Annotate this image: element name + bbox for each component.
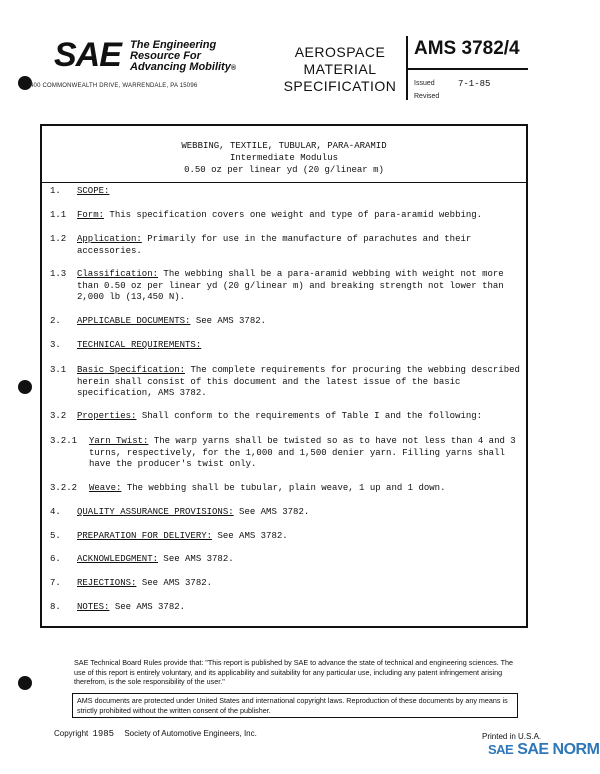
binder-hole-bottom — [18, 676, 32, 690]
specification-body: WEBBING, TEXTILE, TUBULAR, PARA-ARAMID Intermediate Modulus 0.50 oz per linear yd (20 g/linear m) 1. SCOPE: 1.1 Form: This specification covers one weight and type of para-aramid webbing. 1.2 Application: Primarily for use in the manufacture of parachutes and their accessories. 1.3 Classification: The webbing shall be a para-aramid webbing with weight not more than 0.50 oz per linear yd (20 g/linear m) and breaking strength not lower than 2,000 lb (13,450 N). 2. APPLICABLE DOCUMENTS: See AMS 3782. 3. TECHNICAL REQUIREMENTS: 3.1 Basic Specification: The complete requirements for procuring the webbing described herein shall consist of this document and the latest issue of the basic specification, AMS 3782. 3.2 Properties: Shall conform to the requirements of Table I and the following: 3.2.1 Yarn Twist: The warp yarns shall be twisted so as to have not less than 4 and 3 turns, respectively, for the 1,000 and 1,500 denier yarn. Filling yarns shall have the producer's twist only. 3.2.2 Weave: The webbing shall be tubular, plain weave, 1 up and 1 down. 4. QUALITY ASSURANCE PROVISIONS: See AMS 3782. 5. PREPARATION FOR DELIVERY: See AMS 3782. 6. ACKNOWLEDGMENT: See AMS 3782. 7. REJECTIONS: See AMS 3782. 8. NOTES: See AMS 3782. — [40, 124, 528, 628]
document-subtitle: Intermediate Modulus — [229, 153, 339, 163]
copyright-notice-box: AMS documents are protected under United States and international copyright laws. Reproduction of these documents by any means is strictly prohibited without the written consent of the publisher. — [72, 693, 518, 718]
issued-label: Issued — [414, 80, 435, 87]
spec-title: AEROSPACE MATERIAL SPECIFICATION — [283, 44, 397, 94]
printed-in: Printed in U.S.A. — [482, 732, 542, 741]
sae-tagline: The Engineering Resource For Advancing Mobility® — [130, 39, 237, 73]
ams-number-rule — [408, 68, 528, 70]
sae-norm-watermark: SAE SAE NORM — [488, 741, 600, 758]
document-weight: 0.50 oz per linear yd (20 g/linear m) — [184, 165, 384, 175]
ams-number: AMS 3782/4 — [414, 38, 520, 59]
document-title: WEBBING, TEXTILE, TUBULAR, PARA-ARAMID — [181, 141, 387, 151]
heading-divider — [42, 182, 526, 183]
binder-hole-middle — [18, 380, 32, 394]
copyright-line: Copyright 1985 Society of Automotive Engineers, Inc. — [54, 729, 257, 739]
technical-board-rules: SAE Technical Board Rules provide that: "This report is published by SAE to advance the state of technical and engineering sciences. The use of this report is entirely voluntary, and its applicability and suitability for any particular use, including any patent infringement arising therefrom, is the sole responsibility of the user." — [74, 658, 513, 687]
document-heading — [42, 140, 526, 176]
sae-address: 400 COMMONWEALTH DRIVE, WARRENDALE, PA 15096 — [30, 83, 198, 89]
sae-logo-mark: SAE — [54, 36, 121, 74]
revised-label: Revised — [414, 93, 440, 100]
issued-date: 7-1-85 — [458, 79, 491, 89]
